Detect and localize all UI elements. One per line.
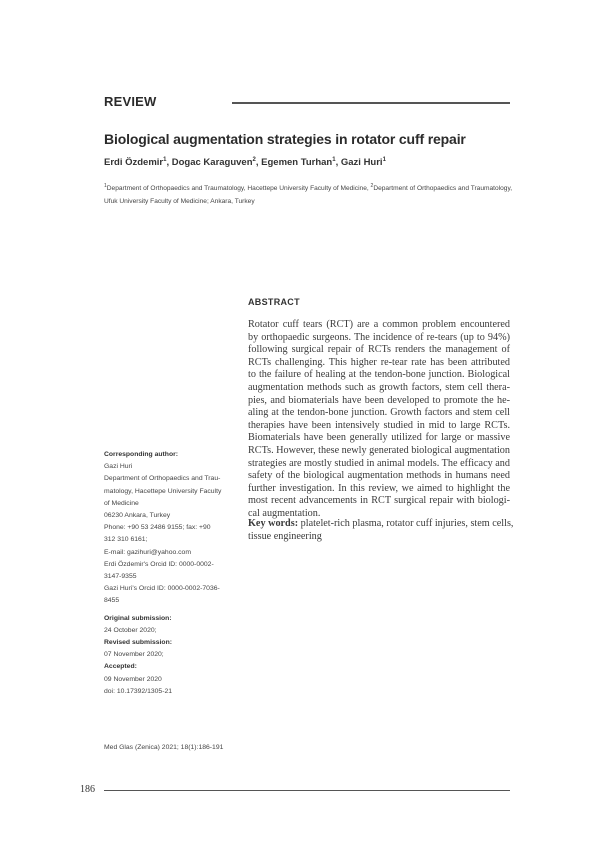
accepted-label: Accepted: [104, 663, 137, 671]
abstract-body [248, 319, 510, 521]
corresponding-line: matology, Hacettepe University Faculty [104, 487, 222, 495]
abstract-line: RCTs. However, these newly generated biological augmentation [248, 444, 510, 456]
abstract-line: following surgical repair of RCTs renders the management of [248, 344, 510, 356]
abstract-line: Rotator cuff tears (RCT) are a common problem encountered [248, 319, 510, 330]
abstract-heading: ABSTRACT [248, 297, 300, 307]
author-name: Dogac Karaguven [171, 157, 253, 169]
section-label: REVIEW [104, 94, 157, 109]
footer-divider [104, 790, 510, 791]
abstract-line: further investigation. In this review, we aimed to highlight the [248, 482, 510, 494]
corresponding-line: Phone: +90 53 2486 9155; fax: +90 [104, 524, 211, 532]
author-list: Erdi Özdemir$^1$, Dogac Karaguven$^2$, Egemen Turhan$^1$, Gazi Huri$^1$ [104, 157, 386, 169]
orcid-line: Gazi Huri's Orcid ID: 0000-0002-7036- [104, 585, 220, 593]
abstract-line: by orthopaedic surgeons. The incidence of re-tears (up to 94%) [248, 331, 510, 343]
corresponding-line: 312 310 6161; [104, 536, 148, 544]
header-divider [232, 102, 510, 104]
author-affiliation-mark: 1 [382, 157, 386, 163]
corresponding-line: 06230 Ankara, Turkey [104, 512, 171, 520]
original-submission-label: Original submission: [104, 614, 172, 622]
author-name: Gazi Huri [340, 157, 383, 169]
abstract-line: cal augmentation. [248, 507, 321, 519]
abstract-line: pies, and biomaterials have been developed to promote the he- [248, 394, 510, 406]
author-name: Erdi Özdemir [104, 157, 164, 169]
affiliation-mark: 2 [370, 183, 374, 189]
keywords-label: Key words: [248, 518, 299, 529]
affiliations [104, 180, 514, 208]
orcid-line: Erdi Özdemir's Orcid ID: 0000-0002- [104, 560, 214, 568]
abstract-line: augmentation methods such as growth factors, stem cell thera- [248, 381, 510, 393]
doi: doi: 10.17392/1305-21 [104, 687, 173, 695]
abstract-line: aling at the tendon-bone junction. Growth factors and stem cell [248, 407, 510, 419]
affiliation-2: Department of Orthopaedics and Traumatology, Ufuk University Faculty of Medicine; Ankara, Turkey [104, 185, 513, 206]
email-line: E-mail: gazihuri@yahoo.com [104, 548, 191, 556]
corresponding-line: of Medicine [104, 499, 139, 507]
orcid-line: 8455 [104, 597, 120, 605]
author-name: Egemen Turhan [261, 157, 333, 169]
abstract-line: RCTs challenging. This higher re-tear rate has been attributed [248, 356, 510, 368]
abstract-line: Biomaterials have been generally utilized for large or massive [248, 432, 510, 444]
abstract-line: safety of the biological augmentation methods in humans need [248, 470, 510, 482]
corresponding-line: Gazi Huri [104, 463, 133, 471]
affiliation-1: Department of Orthopaedics and Traumatology, Hacettepe University Faculty of Medicine, [106, 185, 371, 193]
original-submission-date: 24 October 2020; [104, 626, 157, 634]
keywords-list: platelet-rich plasma, rotator cuff injuries, stem cells, tissue engineering [248, 518, 514, 542]
abstract-line: most recent advancements in RCT surgical repair with biologi- [248, 495, 510, 507]
article-title: Biological augmentation strategies in rotator cuff repair [104, 131, 466, 147]
journal-citation: Med Glas (Zenica) 2021; 18(1):186-191 [104, 744, 224, 751]
sidebar-info [104, 449, 234, 698]
revised-submission-label: Revised submission: [104, 639, 172, 647]
abstract-line: strategies are mostly studied in animal models. The efficacy and [248, 457, 510, 469]
author-affiliation-mark: 2 [252, 157, 256, 163]
abstract-line: therapies have been intensively studied in mid to large RCTs. [248, 419, 510, 431]
affiliation-mark: 1 [104, 183, 107, 189]
revised-submission-date: 07 November 2020; [104, 651, 164, 659]
page-number: 186 [80, 784, 95, 795]
keywords [248, 518, 514, 543]
corresponding-author-label: Corresponding author: [104, 451, 179, 458]
author-affiliation-mark: 1 [332, 157, 336, 163]
corresponding-line: Department of Orthopaedics and Trau- [104, 475, 221, 483]
author-affiliation-mark: 1 [163, 157, 167, 163]
accepted-date: 09 November 2020 [104, 675, 162, 683]
abstract-line: to the failure of healing at the tendon-bone junction. Biological [248, 369, 510, 381]
orcid-line: 3147-9355 [104, 573, 137, 581]
